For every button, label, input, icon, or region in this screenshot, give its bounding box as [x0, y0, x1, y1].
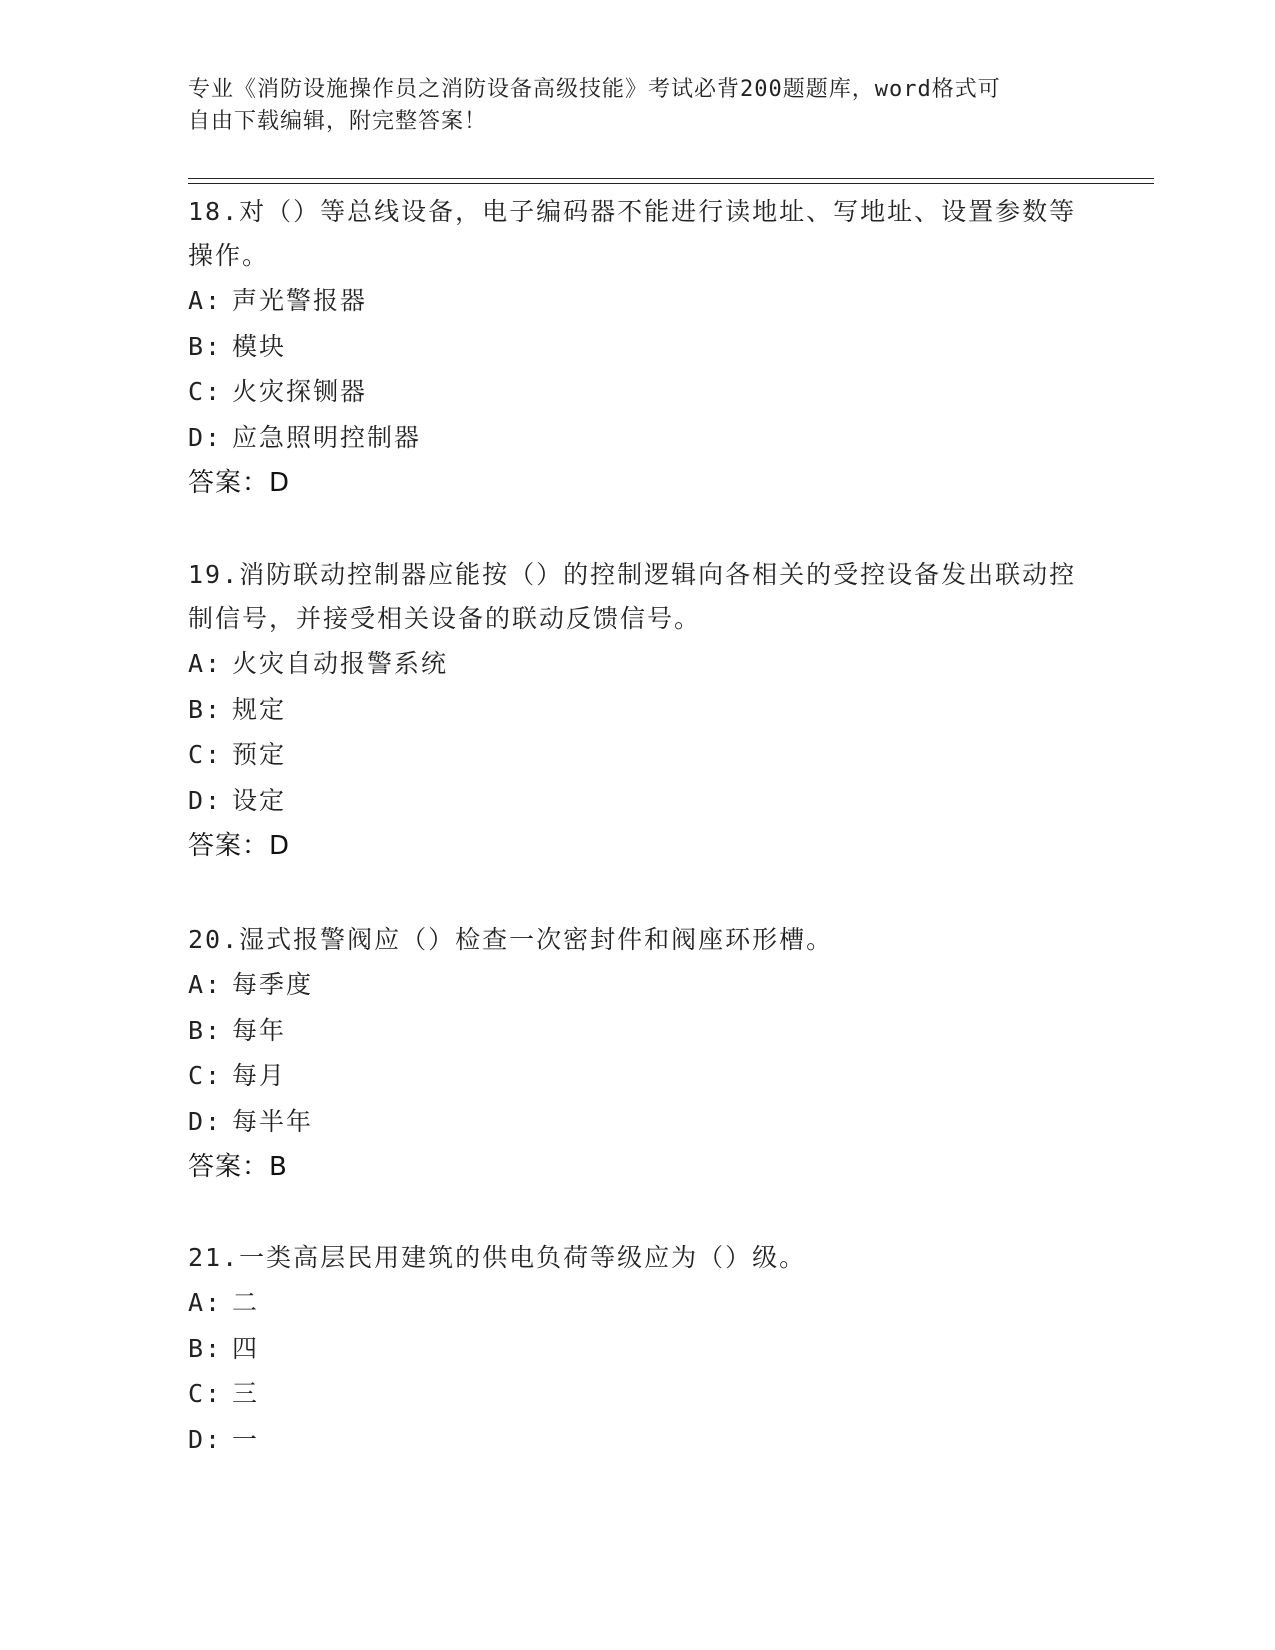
question-stem: 19.消防联动控制器应能按（）的控制逻辑向各相关的受控设备发出联动控制信号，并接受相关设备的联动反馈信号。 [188, 560, 1077, 633]
option-c [188, 732, 1088, 778]
option-key: C: [188, 1379, 223, 1408]
option-key: A: [188, 649, 223, 678]
option-text: 声光警报器 [232, 286, 368, 315]
header-divider-top [188, 178, 1154, 179]
option-text: 每季度 [232, 970, 314, 999]
option-text: 设定 [232, 785, 287, 815]
option-text: 二 [232, 1288, 260, 1317]
option-key: B: [188, 331, 223, 361]
option-key: B: [188, 694, 223, 724]
option-key: D: [188, 785, 223, 815]
option-a [188, 278, 1088, 324]
answer-line: 答案：D [188, 831, 291, 861]
option-text: 一 [232, 1424, 260, 1454]
option-text: 每半年 [232, 1106, 314, 1136]
option-a [188, 962, 1088, 1008]
option-text: 火灾探铡器 [232, 377, 368, 406]
option-d [188, 1417, 1088, 1463]
option-c [188, 369, 1088, 415]
option-d [188, 415, 1088, 461]
option-text: 四 [232, 1333, 260, 1363]
question-20 [188, 918, 1088, 1190]
option-key: A: [188, 970, 223, 999]
question-stem: 18.对（）等总线设备，电子编码器不能进行读地址、写地址、设置参数等操作。 [188, 197, 1077, 270]
option-d [188, 778, 1088, 824]
option-text: 每年 [232, 1015, 287, 1045]
option-key: D: [188, 422, 223, 452]
option-text: 预定 [232, 740, 287, 769]
question-18 [188, 190, 1088, 506]
header-title-line-2: 自由下载编辑，附完整答案！ [188, 109, 488, 134]
option-b [188, 1008, 1088, 1054]
option-a [188, 641, 1088, 687]
answer-line: 答案：B [188, 1152, 288, 1182]
question-stem: 21.一类高层民用建筑的供电负荷等级应为（）级。 [188, 1243, 807, 1272]
option-text: 每月 [232, 1061, 287, 1090]
option-d [188, 1099, 1088, 1145]
option-b [188, 1326, 1088, 1372]
question-stem: 20.湿式报警阀应（）检查一次密封件和阀座环形槽。 [188, 925, 834, 954]
question-19 [188, 553, 1088, 869]
option-key: C: [188, 1061, 223, 1090]
option-key: A: [188, 286, 223, 315]
answer-line: 答案：D [188, 468, 291, 498]
option-key: B: [188, 1015, 223, 1045]
option-text: 三 [232, 1379, 260, 1408]
option-key: D: [188, 1424, 223, 1454]
option-b [188, 687, 1088, 733]
option-key: A: [188, 1288, 223, 1317]
document-header [188, 74, 1068, 138]
option-c [188, 1053, 1088, 1099]
option-text: 模块 [232, 331, 287, 361]
option-text: 火灾自动报警系统 [232, 649, 449, 678]
header-divider-bottom [188, 183, 1154, 184]
option-key: B: [188, 1333, 223, 1363]
option-key: D: [188, 1106, 223, 1136]
option-text: 应急照明控制器 [232, 422, 422, 452]
option-b [188, 324, 1088, 370]
option-a [188, 1280, 1088, 1326]
option-key: C: [188, 740, 223, 769]
header-title-line-1: 专业《消防设施操作员之消防设备高级技能》考试必背200题题库，word格式可 [188, 77, 1001, 102]
option-text: 规定 [232, 694, 287, 724]
question-21 [188, 1236, 1088, 1462]
option-c [188, 1371, 1088, 1417]
option-key: C: [188, 377, 223, 406]
